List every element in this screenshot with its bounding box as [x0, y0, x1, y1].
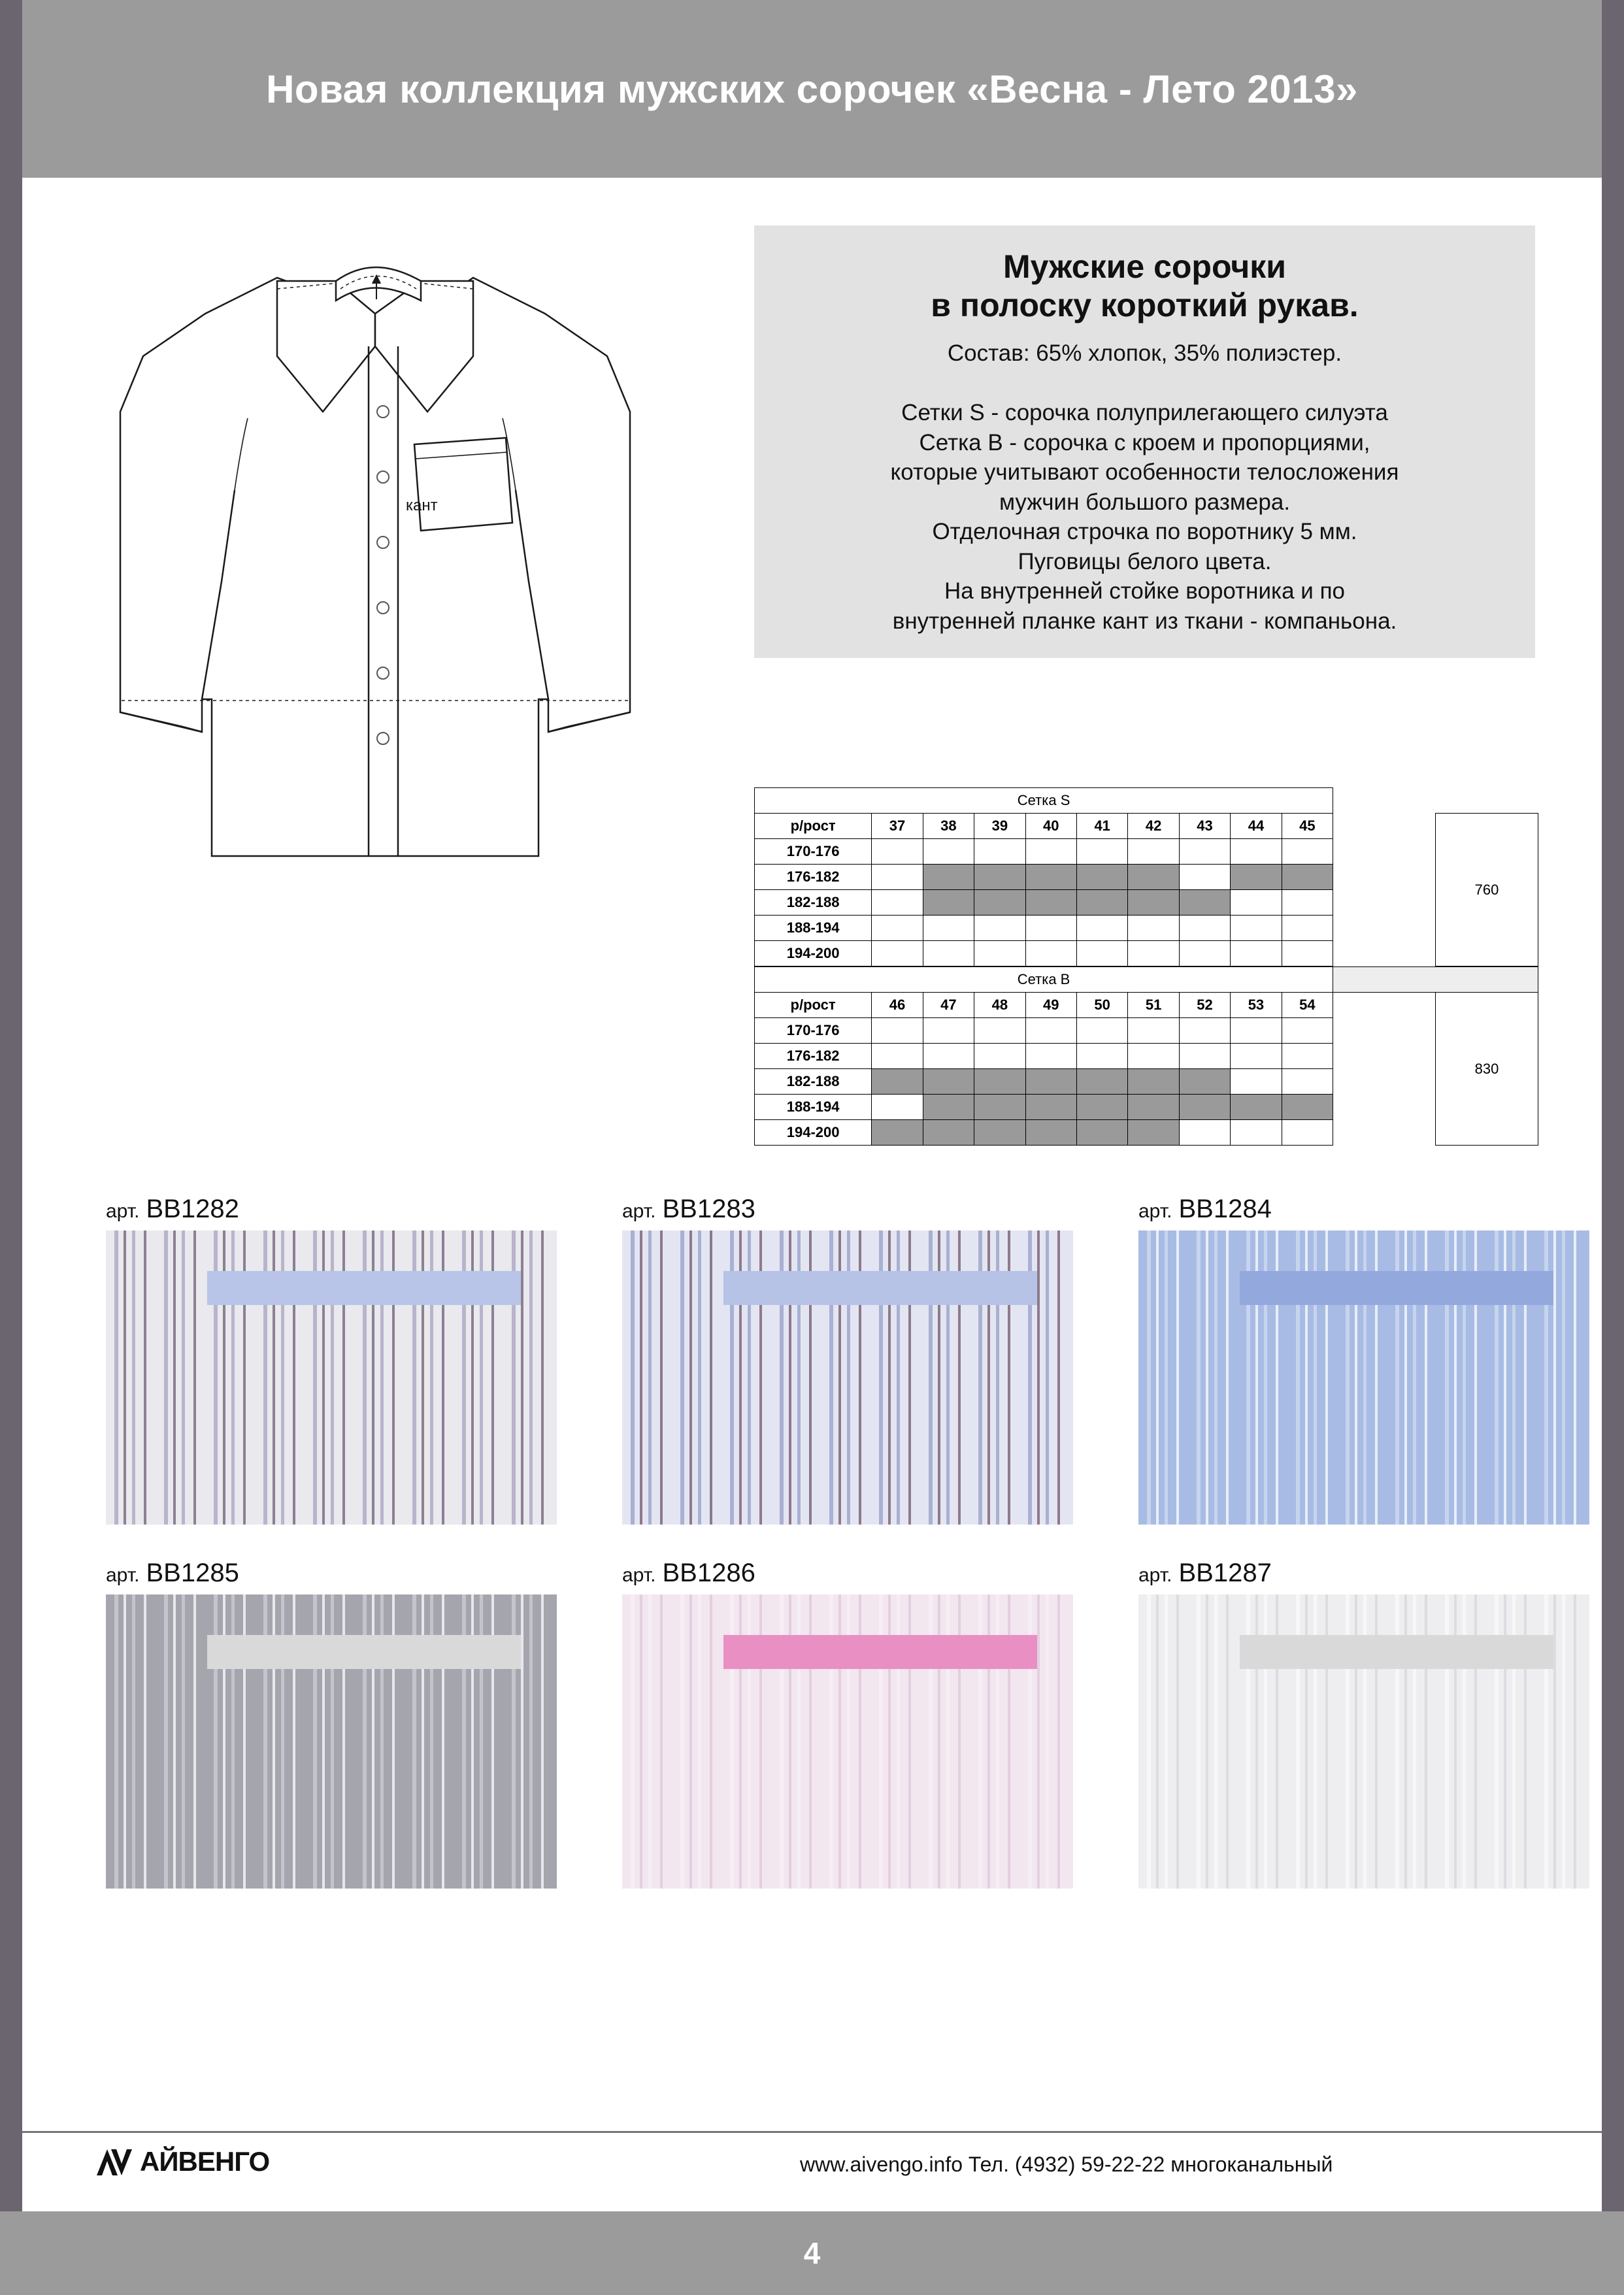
logo-text: АЙВЕНГО [140, 2146, 270, 2177]
price-cell: 830 [1435, 993, 1538, 1146]
swatch-label [1138, 1195, 1589, 1224]
size-table-name: Сетка B [755, 967, 1333, 993]
availability-cell [1076, 1069, 1127, 1095]
swatch-row [106, 1195, 1544, 1525]
page-footer [22, 2131, 1602, 2211]
swatch-tag [723, 1635, 1037, 1669]
swatch-art-prefix: арт. [106, 1200, 140, 1222]
availability-cell [1128, 839, 1179, 865]
availability-cell [1128, 941, 1179, 966]
availability-cell [872, 1069, 923, 1095]
size-header-cell: 40 [1025, 814, 1076, 839]
swatch-code: BB1284 [1178, 1195, 1272, 1223]
availability-cell [974, 839, 1025, 865]
availability-cell [1179, 865, 1230, 890]
swatch-code: BB1286 [662, 1559, 755, 1587]
availability-cell [1128, 1044, 1179, 1069]
page-title: Новая коллекция мужских сорочек «Весна - Лето 2013» [266, 67, 1358, 111]
availability-cell [1231, 1069, 1282, 1095]
availability-cell [974, 1069, 1025, 1095]
availability-cell [872, 1018, 923, 1044]
size-header-cell: 43 [1179, 814, 1230, 839]
swatch-code: BB1285 [146, 1559, 239, 1587]
height-label-cell: 188-194 [755, 916, 872, 941]
availability-cell [1179, 1095, 1230, 1120]
availability-cell [872, 941, 923, 966]
availability-cell [1076, 1018, 1127, 1044]
availability-cell [1231, 916, 1282, 941]
description-line: Отделочная строчка по воротнику 5 мм. [932, 519, 1357, 544]
size-table-row [755, 1018, 1538, 1044]
size-header-cell: 49 [1025, 993, 1076, 1018]
availability-cell [1025, 890, 1076, 916]
swatch-code: BB1282 [146, 1195, 239, 1223]
size-header-cell: 50 [1076, 993, 1127, 1018]
availability-cell [1128, 890, 1179, 916]
size-table-s [754, 787, 1538, 966]
availability-cell [1179, 1044, 1230, 1069]
height-label-cell: 170-176 [755, 839, 872, 865]
size-table-row [755, 1120, 1538, 1146]
swatch-cell[interactable] [106, 1559, 557, 1889]
availability-cell [974, 865, 1025, 890]
swatch-cell[interactable] [106, 1195, 557, 1525]
availability-cell [1179, 890, 1230, 916]
availability-cell [1231, 865, 1282, 890]
availability-cell [1282, 890, 1333, 916]
availability-cell [1282, 1095, 1333, 1120]
availability-cell [1282, 1044, 1333, 1069]
description-line: мужчин большого размера. [999, 489, 1291, 515]
price-cell: 760 [1435, 814, 1538, 966]
availability-cell [1025, 865, 1076, 890]
availability-cell [1076, 1095, 1127, 1120]
height-label-cell: 176-182 [755, 1044, 872, 1069]
description-title-line1: Мужские сорочки [1003, 248, 1287, 285]
size-header-cell: 54 [1282, 993, 1333, 1018]
availability-cell [974, 890, 1025, 916]
size-table-row-header: р/рост [755, 993, 872, 1018]
swatch-row [106, 1559, 1544, 1889]
brand-logo [94, 2146, 269, 2177]
availability-cell [923, 865, 974, 890]
availability-cell [974, 941, 1025, 966]
availability-cell [1231, 839, 1282, 865]
availability-cell [1179, 839, 1230, 865]
swatch-code: BB1287 [1178, 1559, 1272, 1587]
availability-cell [923, 941, 974, 966]
size-table-row [755, 1044, 1538, 1069]
swatch-art-prefix: арт. [1138, 1564, 1172, 1586]
size-table-row [755, 1095, 1538, 1120]
size-table-row [755, 916, 1538, 941]
availability-cell [1282, 916, 1333, 941]
swatch-tag [723, 1271, 1037, 1305]
availability-cell [1076, 1044, 1127, 1069]
footer-bar [0, 2211, 1624, 2295]
availability-cell [1179, 1069, 1230, 1095]
availability-cell [1231, 1044, 1282, 1069]
availability-cell [1128, 865, 1179, 890]
availability-cell [1025, 941, 1076, 966]
availability-cell [1231, 1018, 1282, 1044]
availability-cell [1025, 1044, 1076, 1069]
swatch-image [1138, 1230, 1589, 1525]
availability-cell [872, 890, 923, 916]
description-line: Пуговицы белого цвета. [1018, 548, 1272, 574]
availability-cell [1128, 1120, 1179, 1146]
swatch-cell[interactable] [622, 1559, 1073, 1889]
size-table-row-header: р/рост [755, 814, 872, 839]
height-label-cell: 170-176 [755, 1018, 872, 1044]
availability-cell [1025, 1069, 1076, 1095]
availability-cell [1282, 839, 1333, 865]
description-line: На внутренней стойке воротника и по [944, 578, 1345, 604]
availability-cell [1025, 839, 1076, 865]
swatch-label [1138, 1559, 1589, 1588]
availability-cell [1076, 839, 1127, 865]
page-number: 4 [803, 2236, 821, 2270]
height-label-cell: 194-200 [755, 1120, 872, 1146]
size-table-row [755, 890, 1538, 916]
swatch-tag [1240, 1271, 1553, 1305]
size-header-cell: 39 [974, 814, 1025, 839]
description-line: которые учитывают особенности телосложения [890, 459, 1399, 485]
availability-cell [923, 1044, 974, 1069]
size-header-cell: 48 [974, 993, 1025, 1018]
swatch-art-prefix: арт. [106, 1564, 140, 1586]
availability-cell [872, 1095, 923, 1120]
availability-cell [1231, 1095, 1282, 1120]
swatch-image [622, 1230, 1073, 1525]
swatch-label [106, 1559, 557, 1588]
availability-cell [1076, 916, 1127, 941]
swatch-label [106, 1195, 557, 1224]
size-header-cell: 47 [923, 993, 974, 1018]
availability-cell [1128, 916, 1179, 941]
availability-cell [1025, 1018, 1076, 1044]
availability-cell [974, 1120, 1025, 1146]
swatch-cell[interactable] [1138, 1195, 1589, 1525]
swatch-cell[interactable] [1138, 1559, 1589, 1889]
availability-cell [923, 1120, 974, 1146]
availability-cell [872, 865, 923, 890]
size-header-cell: 53 [1231, 993, 1282, 1018]
availability-cell [1076, 941, 1127, 966]
swatch-code: BB1283 [662, 1195, 755, 1223]
size-table-name: Сетка S [755, 788, 1333, 814]
size-tables [754, 787, 1538, 1146]
size-header-cell: 46 [872, 993, 923, 1018]
availability-cell [1282, 1018, 1333, 1044]
availability-cell [1076, 890, 1127, 916]
size-header-cell: 37 [872, 814, 923, 839]
swatch-cell[interactable] [622, 1195, 1073, 1525]
availability-cell [1231, 1120, 1282, 1146]
swatch-image [106, 1230, 557, 1525]
availability-cell [974, 1095, 1025, 1120]
availability-cell [923, 839, 974, 865]
swatch-image [106, 1594, 557, 1889]
availability-cell [1128, 1018, 1179, 1044]
availability-cell [1231, 890, 1282, 916]
size-header-cell: 42 [1128, 814, 1179, 839]
availability-cell [872, 1120, 923, 1146]
swatch-tag [1240, 1635, 1553, 1669]
fabric-swatch-grid [106, 1195, 1544, 1923]
availability-cell [974, 916, 1025, 941]
availability-cell [1179, 941, 1230, 966]
size-header-cell: 51 [1128, 993, 1179, 1018]
description-lines [774, 398, 1516, 636]
availability-cell [1282, 1120, 1333, 1146]
height-label-cell: 182-188 [755, 890, 872, 916]
availability-cell [1282, 941, 1333, 966]
availability-cell [923, 916, 974, 941]
availability-cell [1076, 865, 1127, 890]
size-table-row [755, 865, 1538, 890]
description-line: внутренней планке кант из ткани - компаньона. [892, 608, 1397, 634]
swatch-art-prefix: арт. [1138, 1200, 1172, 1222]
page-header [22, 0, 1602, 178]
availability-cell [974, 1044, 1025, 1069]
availability-cell [1179, 1018, 1230, 1044]
size-header-cell: 45 [1282, 814, 1333, 839]
availability-cell [872, 1044, 923, 1069]
availability-cell [974, 1018, 1025, 1044]
availability-cell [1179, 1120, 1230, 1146]
swatch-label [622, 1559, 1073, 1588]
description-line: Сетка B - сорочка с кроем и пропорциями, [919, 429, 1370, 455]
size-table-b [754, 966, 1538, 1146]
availability-cell [1025, 916, 1076, 941]
description-line: Сетки S - сорочка полуприлегающего силуэта [901, 400, 1388, 425]
size-header-cell: 38 [923, 814, 974, 839]
logo-mark-icon [94, 2147, 135, 2177]
swatch-image [622, 1594, 1073, 1889]
footer-contacts: www.aivengo.info Тел. (4932) 59-22-22 многоканальный [800, 2153, 1333, 2176]
size-header-cell: 52 [1179, 993, 1230, 1018]
availability-cell [923, 890, 974, 916]
swatch-tag [207, 1271, 521, 1305]
height-label-cell: 182-188 [755, 1069, 872, 1095]
size-table-row [755, 839, 1538, 865]
availability-cell [1025, 1120, 1076, 1146]
composition-text: Состав: 65% хлопок, 35% полиэстер. [947, 340, 1342, 366]
size-header-cell: 41 [1076, 814, 1127, 839]
availability-cell [872, 916, 923, 941]
availability-cell [1076, 1120, 1127, 1146]
swatch-image [1138, 1594, 1589, 1889]
availability-cell [1282, 1069, 1333, 1095]
size-table-row [755, 1069, 1538, 1095]
availability-cell [1128, 1069, 1179, 1095]
swatch-art-prefix: арт. [622, 1564, 656, 1586]
swatch-label [622, 1195, 1073, 1224]
availability-cell [872, 839, 923, 865]
availability-cell [1282, 865, 1333, 890]
swatch-tag [207, 1635, 521, 1669]
kant-callout-label: кант [406, 497, 438, 514]
height-label-cell: 188-194 [755, 1095, 872, 1120]
height-label-cell: 176-182 [755, 865, 872, 890]
availability-cell [1128, 1095, 1179, 1120]
size-header-cell: 44 [1231, 814, 1282, 839]
availability-cell [923, 1095, 974, 1120]
shirt-technical-drawing [81, 216, 748, 869]
availability-cell [923, 1018, 974, 1044]
description-title [774, 248, 1516, 325]
availability-cell [1231, 941, 1282, 966]
availability-cell [1025, 1095, 1076, 1120]
description-title-line2: в полоску короткий рукав. [931, 287, 1359, 323]
availability-cell [923, 1069, 974, 1095]
availability-cell [1179, 916, 1230, 941]
size-table-row [755, 941, 1538, 966]
swatch-art-prefix: арт. [622, 1200, 656, 1222]
height-label-cell: 194-200 [755, 941, 872, 966]
description-panel [754, 225, 1535, 658]
